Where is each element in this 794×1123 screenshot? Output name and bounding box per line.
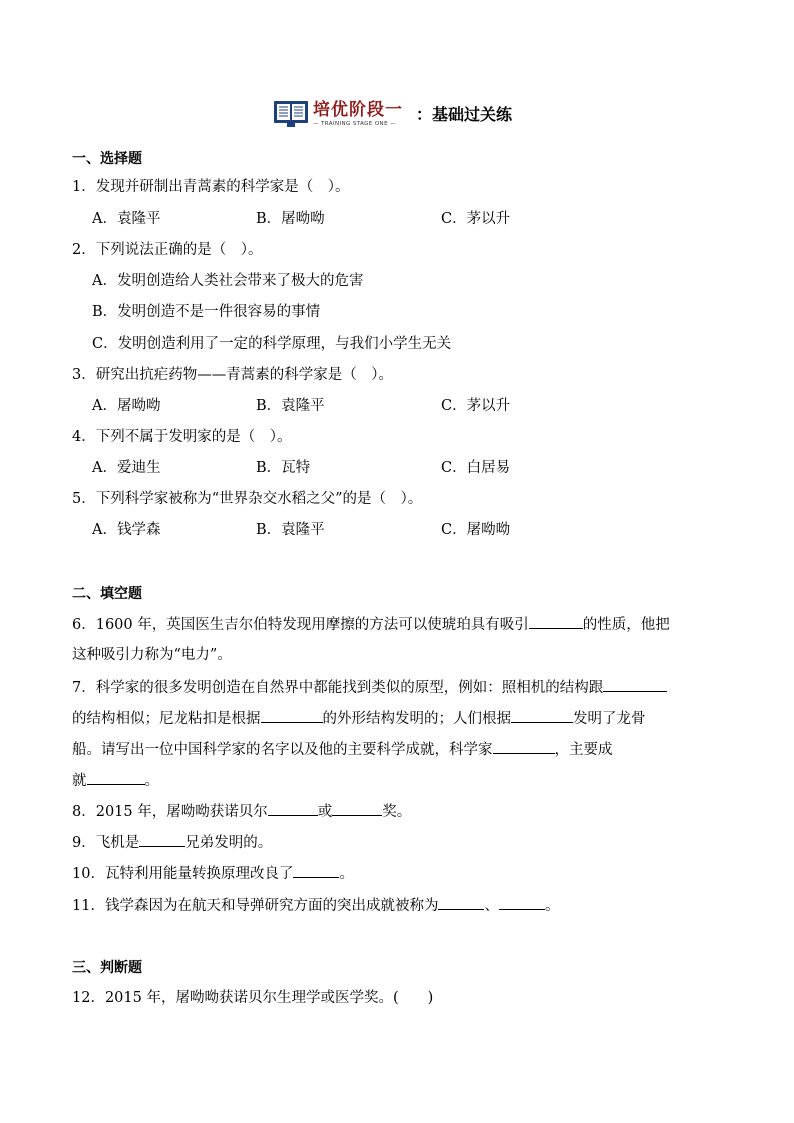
question-7-text-c: 的外形结构发明的；人们根据	[322, 711, 511, 727]
question-8-text-b: 或	[317, 804, 333, 820]
header-colon: ：	[416, 105, 433, 124]
question-1-option-b: B．屠呦呦	[256, 211, 325, 227]
stage-badge-subtitle: — TRAINING STAGE ONE —	[313, 121, 396, 127]
answer-blank[interactable]	[603, 677, 667, 692]
question-11-text-b: 、	[484, 898, 499, 914]
page-header	[0, 98, 794, 132]
question-7-line-3	[72, 739, 613, 760]
question-7-text-g: 就	[72, 773, 87, 789]
question-4-option-b: B．瓦特	[256, 460, 311, 476]
section-heading-fill: 二、填空题	[72, 586, 142, 602]
question-7-line-4	[72, 770, 159, 791]
answer-blank[interactable]	[261, 708, 323, 723]
question-9-text-b: 兄弟发明的。	[185, 835, 273, 851]
question-7-text-f: ，主要成	[554, 742, 613, 758]
answer-blank[interactable]	[332, 801, 382, 816]
question-1-option-c: C．茅以升	[441, 211, 511, 227]
question-10-text-a: 10．瓦特利用能量转换原理改良了	[72, 866, 294, 882]
question-6-line-1	[72, 614, 670, 635]
stage-badge-title: 培优阶段一	[313, 100, 403, 120]
page-title: 基础过关练	[432, 105, 513, 124]
question-9-text-a: 9．飞机是	[72, 835, 140, 851]
question-2-option-c: C．发明创造利用了一定的科学原理，与我们小学生无关	[92, 336, 452, 352]
section-heading-judge: 三、判断题	[72, 960, 142, 976]
question-5-stem: 5．下列科学家被称为“世界杂交水稻之父”的是（ ）。	[72, 491, 423, 507]
answer-blank[interactable]	[293, 863, 339, 878]
answer-blank[interactable]	[438, 895, 484, 910]
question-10	[72, 863, 354, 884]
answer-blank[interactable]	[268, 801, 318, 816]
question-9	[72, 832, 272, 853]
question-1-option-a: A．袁隆平	[92, 211, 161, 227]
question-8-text-c: 奖。	[382, 804, 412, 820]
question-6-text-b: 的性质，他把	[582, 617, 670, 633]
question-7-text-e: 船。请写出一位中国科学家的名字以及他的主要科学成就，科学家	[72, 742, 493, 758]
question-8-text-a: 8．2015 年，屠呦呦获诺贝尔	[72, 804, 268, 820]
question-3-stem: 3．研究出抗疟药物——青蒿素的科学家是（ ）。	[72, 367, 393, 383]
question-4-option-a: A．爱迪生	[92, 460, 161, 476]
answer-blank[interactable]	[529, 614, 583, 629]
question-7-text-a: 7．科学家的很多发明创造在自然界中都能找到类似的原型，例如：照相机的结构跟	[72, 680, 604, 696]
stage-badge	[313, 100, 403, 127]
question-3-option-b: B．袁隆平	[256, 398, 325, 414]
question-7-text-d: 发明了龙骨	[573, 711, 646, 727]
question-11	[72, 895, 559, 916]
question-7-line-1	[72, 677, 667, 698]
question-2-option-b: B．发明创造不是一件很容易的事情	[92, 304, 321, 320]
question-11-text-a: 11．钱学森因为在航天和导弹研究方面的突出成就被称为	[72, 898, 439, 914]
question-4-stem: 4．下列不属于发明家的是（ ）。	[72, 429, 292, 445]
question-6-text-a: 6．1600 年，英国医生吉尔伯特发现用摩擦的方法可以使琥珀具有吸引	[72, 617, 529, 633]
question-5-option-a: A．钱学森	[92, 522, 161, 538]
answer-blank[interactable]	[139, 832, 185, 847]
section-heading-choice: 一、选择题	[72, 151, 142, 167]
question-2-option-a: A．发明创造给人类社会带来了极大的危害	[92, 273, 364, 289]
answer-blank[interactable]	[493, 739, 555, 754]
question-6-line-2: 这种吸引力称为“电力”。	[72, 647, 232, 663]
question-11-text-c: 。	[544, 898, 560, 914]
question-7-text-b: 的结构相似；尼龙粘扣是根据	[72, 711, 261, 727]
question-8	[72, 801, 411, 822]
question-3-option-c: C．茅以升	[441, 398, 511, 414]
question-7-text-h: 。	[144, 773, 159, 789]
answer-blank[interactable]	[499, 895, 545, 910]
answer-blank[interactable]	[511, 708, 573, 723]
book-icon	[272, 98, 310, 128]
question-4-option-c: C．白居易	[441, 460, 511, 476]
question-2-stem: 2．下列说法正确的是（ ）。	[72, 242, 263, 258]
question-1-stem: 1．发现并研制出青蒿素的科学家是（ ）。	[72, 179, 350, 195]
answer-blank[interactable]	[87, 770, 145, 785]
question-12-stem: 12．2015 年，屠呦呦获诺贝尔生理学或医学奖。( )	[72, 990, 434, 1006]
question-3-option-a: A．屠呦呦	[92, 398, 161, 414]
question-7-line-2	[72, 708, 646, 729]
question-5-option-b: B．袁隆平	[256, 522, 325, 538]
question-10-text-b: 。	[339, 866, 354, 882]
question-5-option-c: C．屠呦呦	[441, 522, 511, 538]
